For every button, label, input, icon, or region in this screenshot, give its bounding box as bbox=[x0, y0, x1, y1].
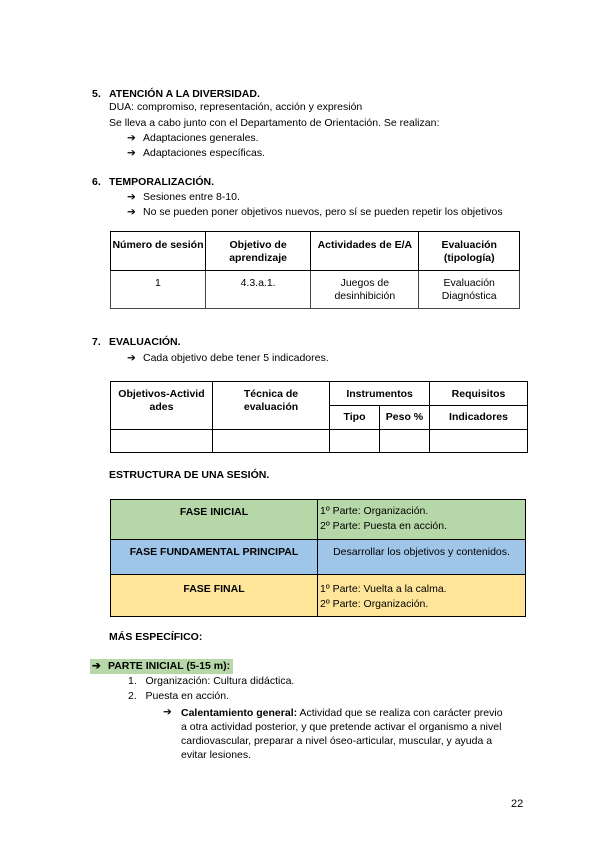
phase-fundamental: FASE FUNDAMENTAL PRINCIPAL bbox=[111, 540, 318, 575]
bullet-item: ➔ Adaptaciones específicas. bbox=[127, 147, 265, 159]
phase-fundamental-detail: Desarrollar los objetivos y contenidos. bbox=[318, 540, 526, 575]
section-6-title: TEMPORALIZACIÓN. bbox=[109, 176, 214, 188]
calentamiento-paragraph: Calentamiento general: Actividad que se realiza con carácter previo a otra actividad posterior, y que pretende activar el organismo a nivel cardiovascular, preparar a nivel óseo-articular, muscular, y ayuda a evitar lesiones. bbox=[181, 707, 503, 761]
phase-final-detail: 1º Parte: Vuelta a la calma. 2º Parte: Organización. bbox=[318, 575, 526, 617]
list-item: 2. Puesta en acción. bbox=[128, 690, 229, 702]
arrow-right-icon: ➔ bbox=[127, 352, 136, 364]
cell-sesion: 1 bbox=[111, 271, 206, 309]
empty-cell bbox=[212, 430, 329, 453]
header-requisitos: Requisitos bbox=[430, 382, 528, 406]
temporalization-table bbox=[110, 231, 520, 309]
list-item: 1. Organización: Cultura didáctica. bbox=[128, 675, 295, 687]
arrow-right-icon: ➔ bbox=[92, 660, 101, 672]
empty-cell bbox=[111, 430, 213, 453]
section-6-number: 6. bbox=[92, 176, 101, 188]
phase-row-final bbox=[111, 575, 526, 617]
bullet-item: ➔ Cada objetivo debe tener 5 indicadores. bbox=[127, 352, 329, 364]
phase-row-fundamental bbox=[111, 540, 526, 575]
header-tipo: Tipo bbox=[330, 406, 380, 430]
empty-cell bbox=[379, 430, 429, 453]
bullet-item: ➔ Sesiones entre 8-10. bbox=[127, 191, 240, 203]
evaluation-table bbox=[110, 381, 528, 453]
calentamiento-label: Calentamiento general: bbox=[181, 707, 298, 719]
cell-actividades: Juegos de desinhibición bbox=[311, 271, 419, 309]
section-5-dua: DUA: compromiso, representación, acción y expresión bbox=[109, 101, 363, 113]
section-7-number: 7. bbox=[92, 336, 101, 348]
section-5-intro: Se lleva a cabo junto con el Departamento de Orientación. Se realizan: bbox=[109, 117, 440, 129]
header-tecnica: Técnica de evaluación bbox=[212, 382, 329, 430]
arrow-right-icon: ➔ bbox=[127, 191, 136, 203]
header-objetivos-actividades: Objetivos-Actividades bbox=[111, 382, 213, 430]
phase-initial: FASE INICIAL bbox=[111, 500, 318, 540]
arrow-right-icon: ➔ bbox=[127, 147, 136, 159]
cell-objetivo: 4.3.a.1. bbox=[205, 271, 310, 309]
header-evaluacion: Evaluación (tipología) bbox=[419, 232, 520, 271]
section-5-title: ATENCIÓN A LA DIVERSIDAD. bbox=[109, 88, 260, 100]
cell-evaluacion: Evaluación Diagnóstica bbox=[419, 271, 520, 309]
arrow-right-icon: ➔ bbox=[127, 206, 136, 218]
header-numero-sesion: Número de sesión bbox=[111, 232, 206, 271]
estructura-title: ESTRUCTURA DE UNA SESIÓN. bbox=[109, 469, 270, 481]
phase-row-initial bbox=[111, 500, 526, 540]
bullet-item: ➔ Adaptaciones generales. bbox=[127, 132, 259, 144]
header-peso: Peso % bbox=[379, 406, 429, 430]
arrow-right-icon: ➔ bbox=[163, 706, 172, 718]
section-7-title: EVALUACIÓN. bbox=[109, 336, 181, 348]
page-number: 22 bbox=[511, 798, 524, 810]
especifico-title: MÁS ESPECÍFICO: bbox=[109, 631, 203, 643]
phase-initial-detail: 1º Parte: Organización. 2º Parte: Puesta en acción. bbox=[318, 500, 526, 540]
empty-cell bbox=[330, 430, 380, 453]
section-5-number: 5. bbox=[92, 88, 101, 100]
empty-cell bbox=[430, 430, 528, 453]
arrow-right-icon: ➔ bbox=[127, 132, 136, 144]
parte-inicial-heading: ➔ PARTE INICIAL (5-15 m): bbox=[90, 659, 233, 674]
header-objetivo: Objetivo de aprendizaje bbox=[205, 232, 310, 271]
header-instrumentos: Instrumentos bbox=[330, 382, 430, 406]
header-actividades: Actividades de E/A bbox=[311, 232, 419, 271]
bullet-item: ➔ No se pueden poner objetivos nuevos, pero sí se pueden repetir los objetivos bbox=[127, 206, 503, 218]
session-structure-table bbox=[110, 499, 526, 617]
header-indicadores: Indicadores bbox=[430, 406, 528, 430]
phase-final: FASE FINAL bbox=[111, 575, 318, 617]
